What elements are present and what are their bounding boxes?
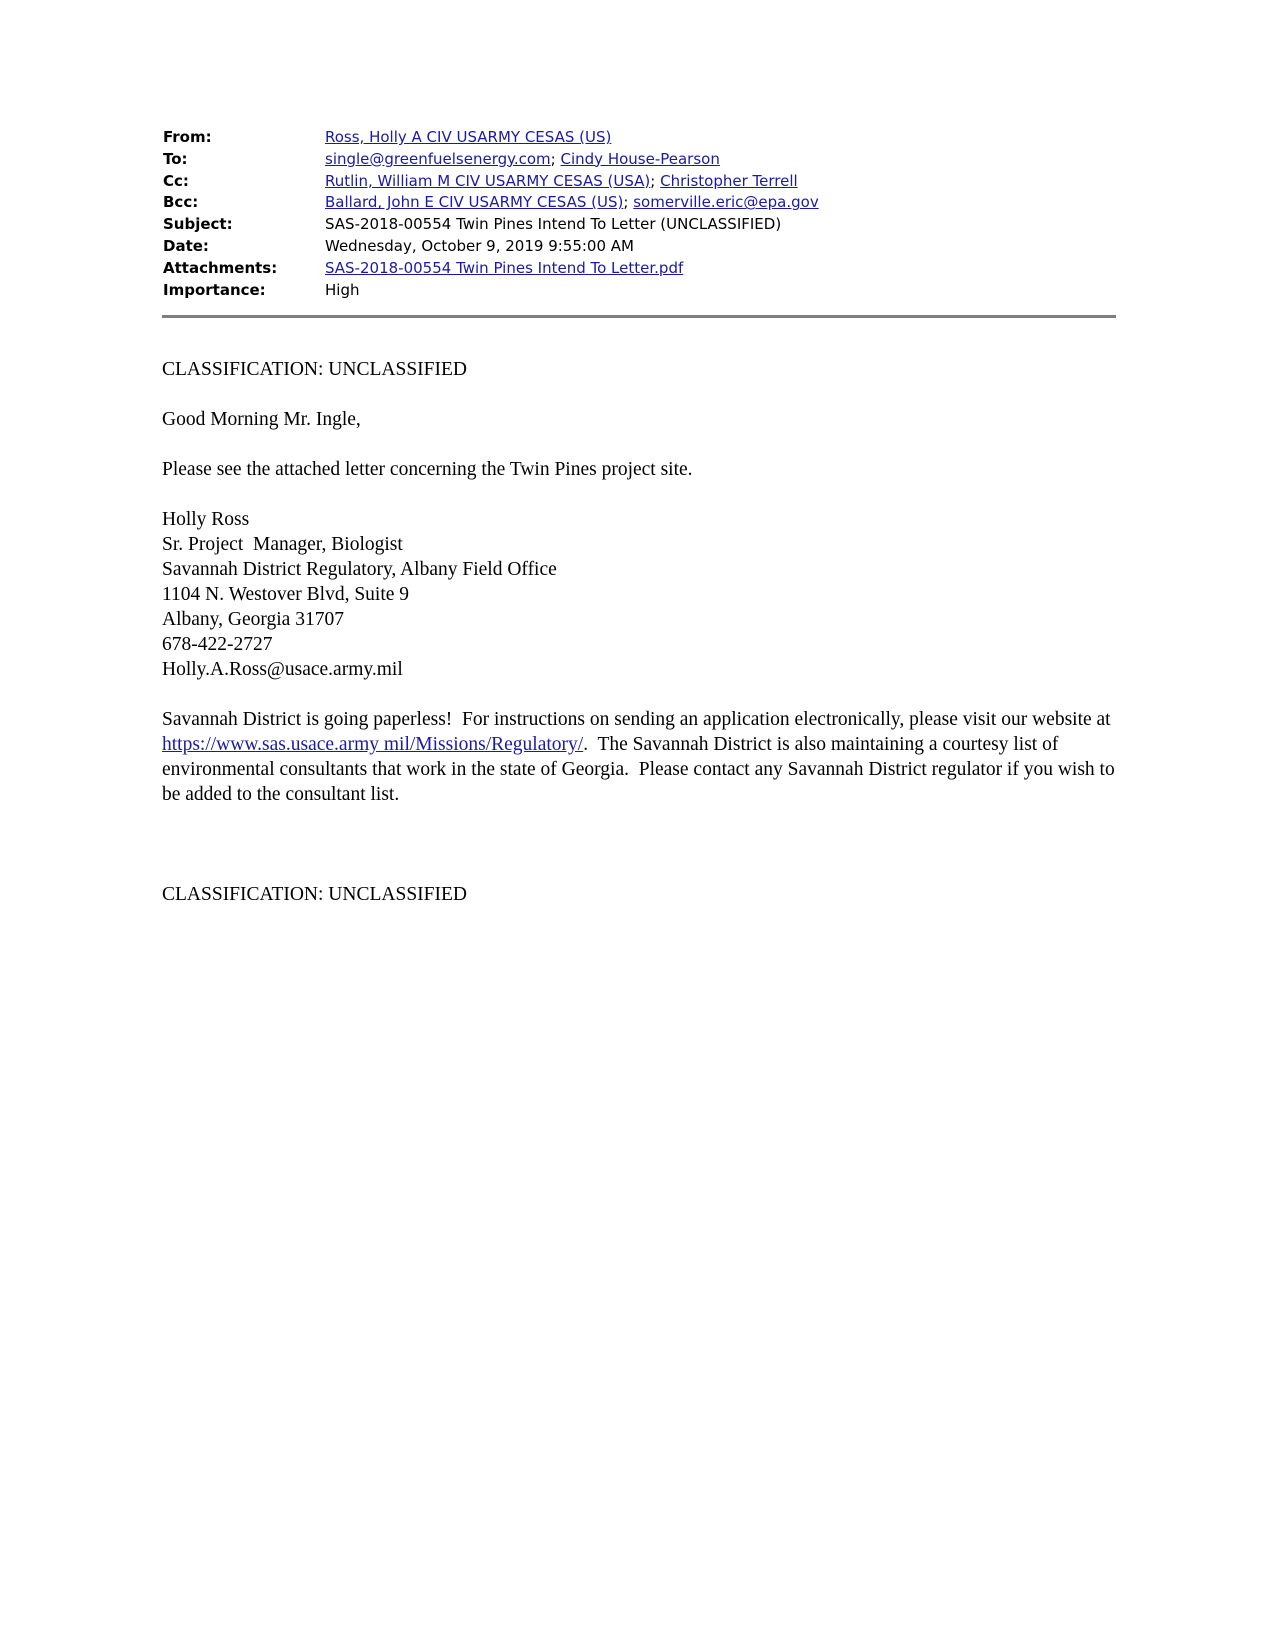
cc-link-1[interactable]: Rutlin, William M CIV USARMY CESAS (USA): [325, 171, 651, 190]
classification-top: CLASSIFICATION: UNCLASSIFIED: [162, 359, 467, 380]
classification-bottom: CLASSIFICATION: UNCLASSIFIED: [162, 884, 467, 905]
importance-value: High: [325, 280, 360, 299]
bcc-link-2[interactable]: somerville.eric@epa.gov: [633, 193, 819, 212]
to-separator: ;: [550, 149, 556, 168]
importance-label: Importance:: [163, 280, 266, 299]
signature-line: Savannah District Regulatory, Albany Field Office: [162, 559, 557, 580]
bcc-row: [163, 192, 819, 214]
attachments-row: [163, 258, 819, 280]
subject-value: SAS-2018-00554 Twin Pines Intend To Letter (UNCLASSIFIED): [325, 215, 782, 234]
paperless-text-1: Savannah District is going paperless! For instructions on sending an application electronically, please visit our website at: [162, 709, 1116, 730]
to-row: [163, 149, 819, 171]
signature-line: Albany, Georgia 31707: [162, 609, 344, 630]
attachments-label: Attachments:: [163, 258, 278, 277]
cc-row: [163, 171, 819, 193]
signature-line: Holly.A.Ross@usace.army.mil: [162, 659, 403, 680]
signature-line: Sr. Project Manager, Biologist: [162, 534, 403, 555]
from-label: From:: [163, 128, 212, 146]
attachment-link[interactable]: SAS-2018-00554 Twin Pines Intend To Letter.pdf: [325, 258, 684, 277]
paperless-text-2: . The Savannah District is also maintaining a courtesy list of environmental consultants that work in the state of Georgia. Please contact any Savannah District regulator if you wish to be added to the consultant list.: [162, 734, 1120, 805]
cc-label: Cc:: [163, 171, 189, 190]
paperless-notice: [162, 707, 1122, 807]
message-text: Please see the attached letter concerning the Twin Pines project site.: [162, 459, 693, 480]
email-body: [162, 357, 1122, 907]
date-label: Date:: [163, 236, 209, 255]
signature-line: 1104 N. Westover Blvd, Suite 9: [162, 584, 410, 605]
to-link-1[interactable]: single@greenfuelsenergy.com: [325, 149, 551, 168]
bcc-separator: ;: [623, 193, 629, 212]
from-row: [163, 127, 819, 149]
date-value: Wednesday, October 9, 2019 9:55:00 AM: [325, 236, 634, 255]
cc-separator: ;: [650, 171, 656, 190]
bcc-link-1[interactable]: Ballard, John E CIV USARMY CESAS (US): [325, 193, 624, 212]
signature-line: 678-422-2727: [162, 634, 273, 655]
importance-row: [163, 280, 819, 302]
email-header: [163, 127, 819, 301]
signature-line: Holly Ross: [162, 509, 250, 530]
greeting: Good Morning Mr. Ingle,: [162, 409, 361, 430]
regulatory-website-link[interactable]: https://www.sas.usace.army mil/Missions/Regulatory/: [162, 734, 584, 755]
cc-link-2[interactable]: Christopher Terrell: [660, 171, 798, 190]
date-row: [163, 236, 819, 258]
to-label: To:: [163, 149, 188, 168]
signature-block: [162, 507, 1122, 682]
to-link-2[interactable]: Cindy House-Pearson: [560, 149, 720, 168]
from-link[interactable]: Ross, Holly A CIV USARMY CESAS (US): [325, 128, 612, 146]
header-divider: [162, 315, 1116, 318]
bcc-label: Bcc:: [163, 193, 199, 212]
subject-row: [163, 214, 819, 236]
subject-label: Subject:: [163, 215, 233, 234]
